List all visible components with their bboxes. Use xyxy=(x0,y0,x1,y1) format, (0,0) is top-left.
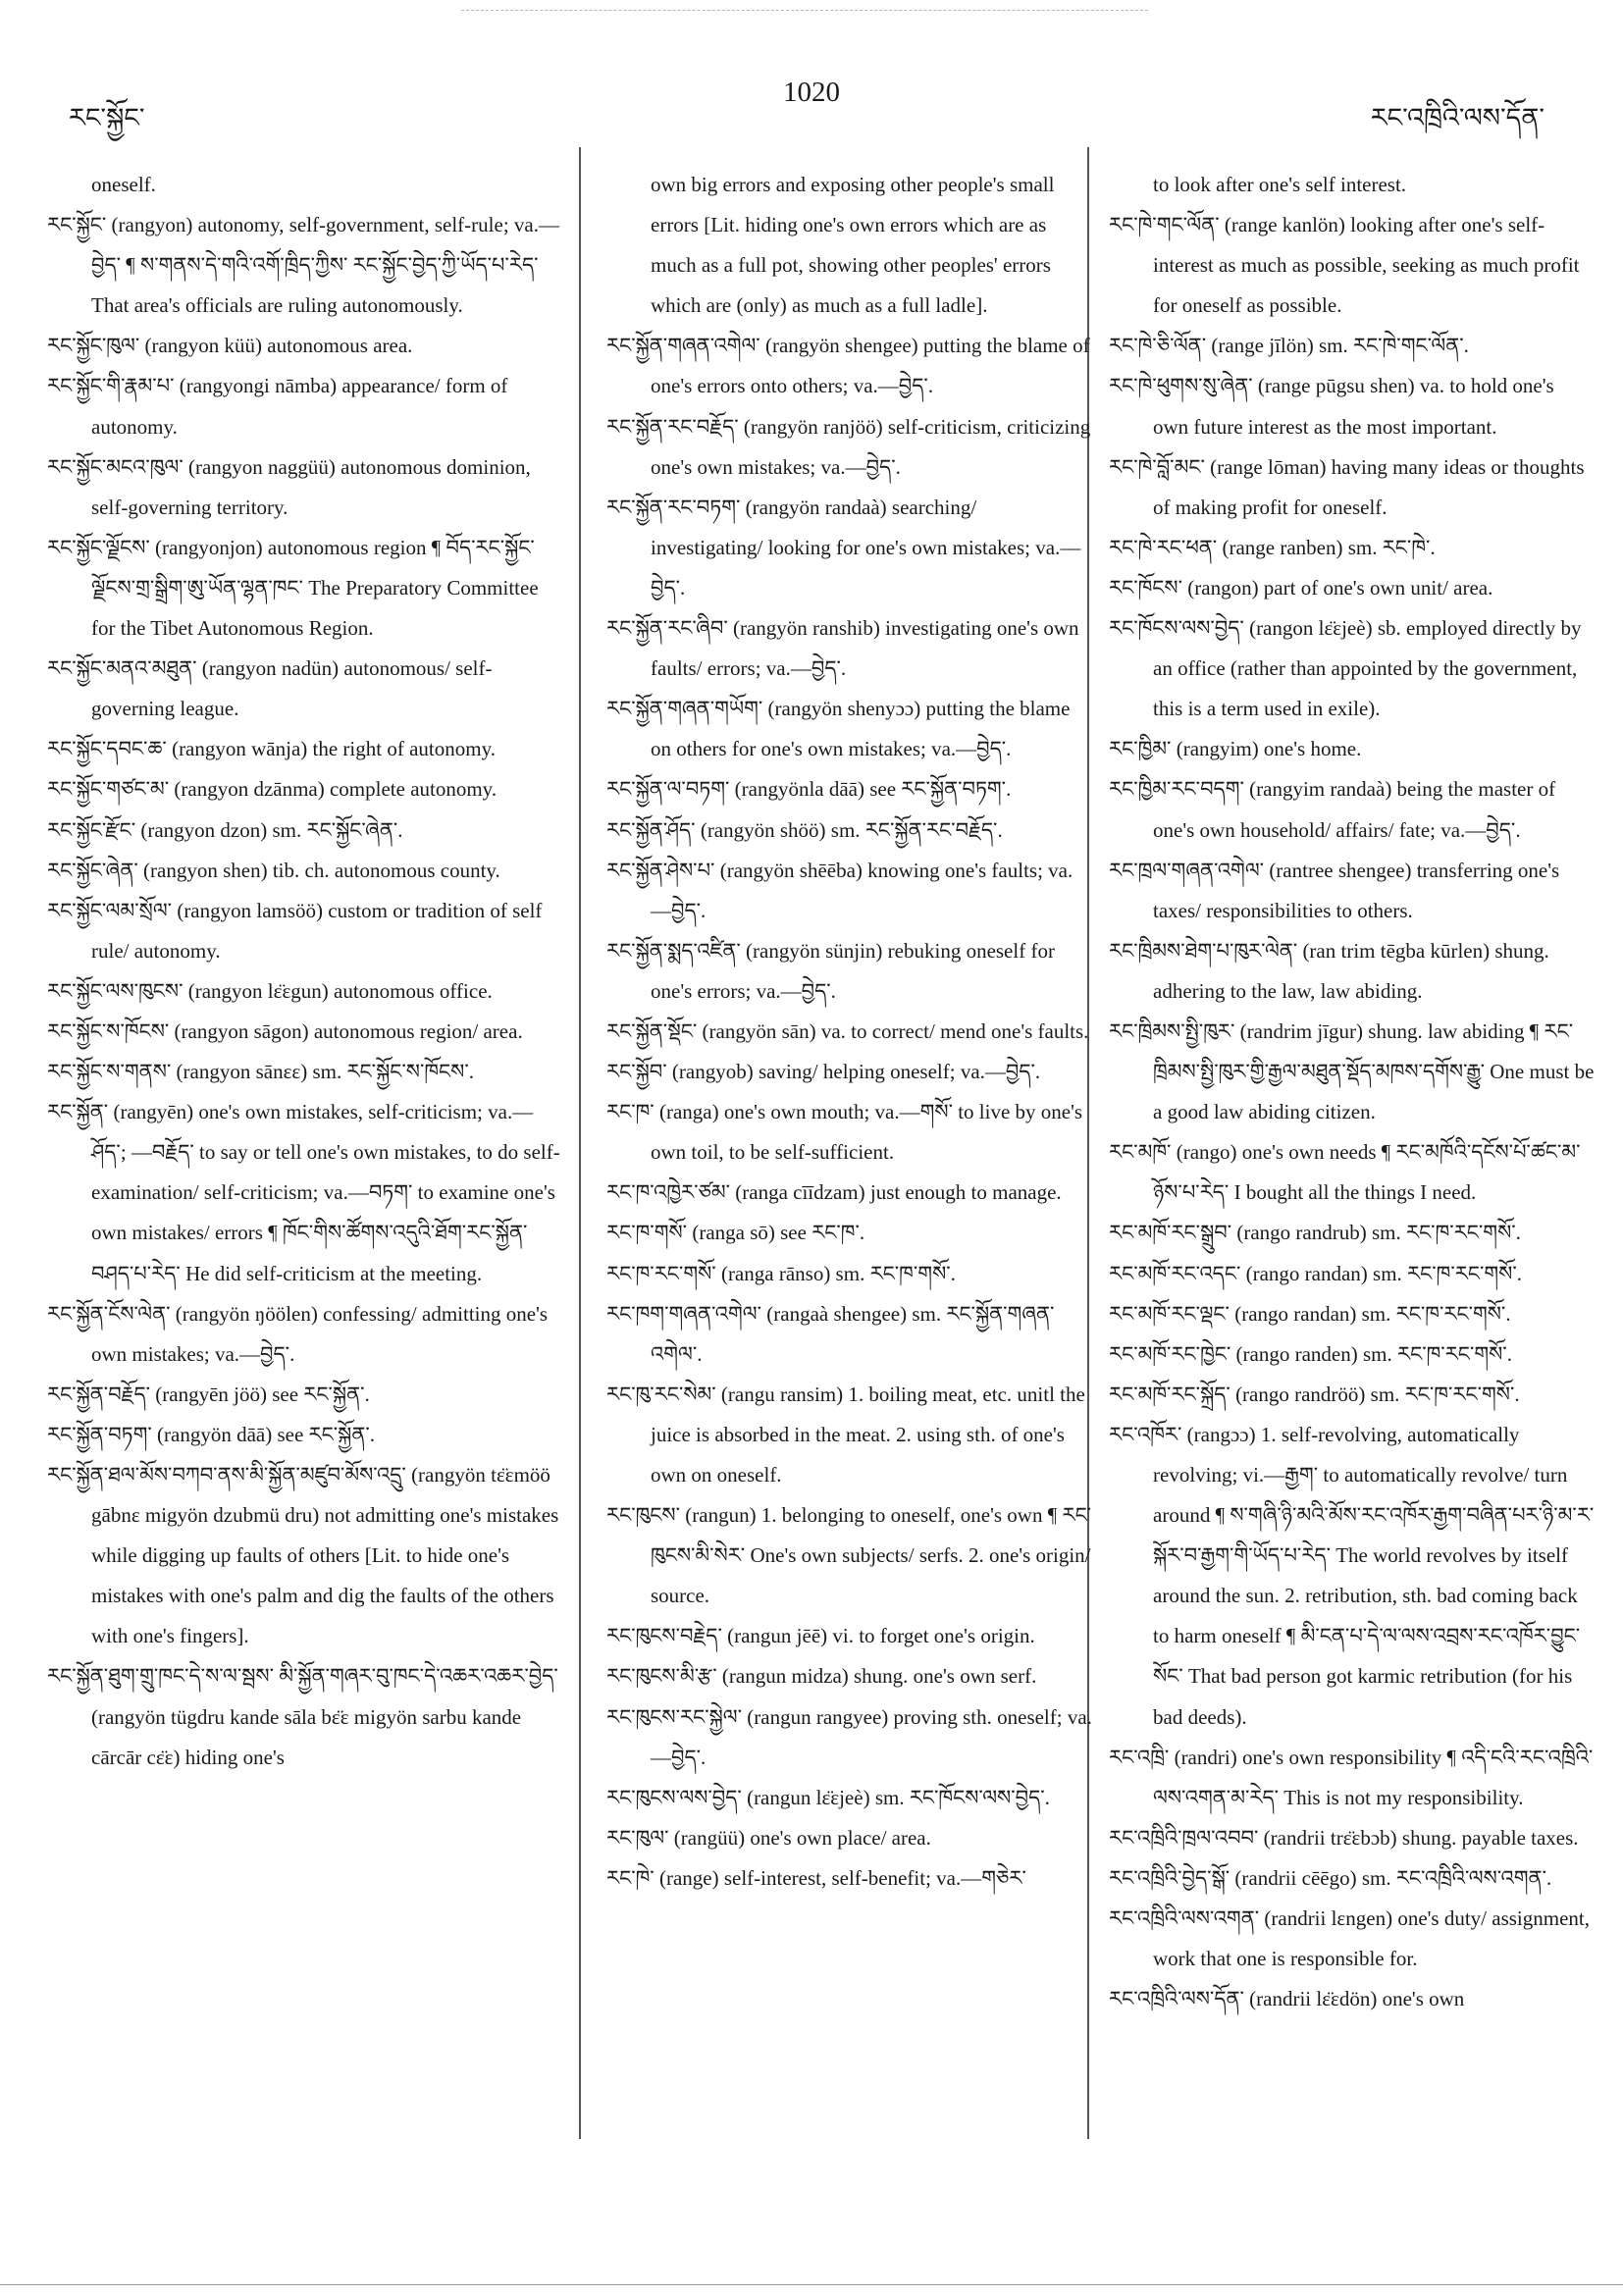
scan-bottom-edge xyxy=(0,2284,1623,2285)
dictionary-entry: རང་སྐྱོང་ཁུལ་ (rangyon küü) autonomous area. xyxy=(47,334,413,358)
dictionary-entry: རང་སྐྱོན་ཤོད་ (rangyön shöö) sm. རང་སྐྱོན་རང་བརྗོད་. xyxy=(606,817,1003,842)
dictionary-entry: རང་འཁྲིའི་བྱེད་སྒོ་ (randrii cēēgo) sm. རང་འཁྲིའི་ལས་འགན་. xyxy=(1109,1865,1552,1890)
dictionary-entry: རང་སྐྱོན་བཏག་ (rangyön dāā) see རང་སྐྱོན་. xyxy=(47,1422,375,1446)
dictionary-entry: རང་ཁག་གཞན་འགེལ་ (rangaà shengee) sm. རང་སྐྱོན་གཞན་འགེལ་. xyxy=(606,1301,1055,1366)
dictionary-entry: རང་ཁུ་རང་སེམ་ (rangu ransim) 1. boiling meat, etc. unitl the juice is absorbed in the meat. 2. using sth. of one's own on oneself. xyxy=(606,1382,1085,1487)
dictionary-entry: རང་སྐྱོན་ངོས་ལེན་ (rangyön ŋöölen) confessing/ admitting one's own mistakes; va.—བྱེད་. xyxy=(47,1301,549,1366)
running-header-left: རང་སྐྱོང་ xyxy=(69,103,145,132)
dictionary-entry: རང་སྐྱོབ་ (rangyob) saving/ helping oneself; va.—བྱེད་. xyxy=(606,1060,1041,1084)
dictionary-entry: རང་སྐྱོང་ (rangyon) autonomy, self-government, self-rule; va.—བྱེད་ ¶ ས་གནས་དེ་གའི་འགོ་ཁྲིད་ཀྱིས་ རང་སྐྱོང་བྱེད་ཀྱི་ཡོད་པ་རེད་ That area's officials are ruling autonomously. xyxy=(47,213,559,318)
dictionary-entry: རང་སྐྱོང་ས་ཁོངས་ (rangyon sāgon) autonomous region/ area. xyxy=(47,1018,523,1043)
dictionary-entry: རང་མཁོ་རང་སྐྲོད་ (rango randröö) sm. རང་ཁ་རང་གསོ་. xyxy=(1109,1382,1520,1406)
dictionary-column-3 xyxy=(1109,165,1595,2019)
dictionary-entry: རང་མཁོ་རང་སྒྲུབ་ (rango randrub) sm. རང་ཁ་རང་གསོ་. xyxy=(1109,1221,1521,1245)
dictionary-entry: རང་སྐྱོང་ཞེན་ (rangyon shen) tib. ch. autonomous county. xyxy=(47,858,500,882)
dictionary-entry: རང་ཁྲིམས་སྤྱི་ཁུར་ (randrim jīgur) shung. law abiding ¶ རང་ཁྲིམས་སྤྱི་ཁུར་གྱི་རྒྱལ་མཐུན་སྡོད་མཁས་དགོས་རྒྱུ་ One must be a good law abiding citizen. xyxy=(1109,1018,1595,1124)
dictionary-entry: རང་ཁེ་ཕུགས་སུ་ཞེན་ (range pūgsu shen) va. to hold one's own future interest as the most important. xyxy=(1109,374,1554,439)
dictionary-entry: རང་སྐྱོན་རང་ཞིབ་ (rangyön ranshib) investigating one's own faults/ errors; va.—བྱེད་. xyxy=(606,616,1079,681)
dictionary-entry: རང་ཁ་གསོ་ (ranga sō) see རང་ཁ་. xyxy=(606,1221,865,1245)
dictionary-entry: རང་ཁ་ (ranga) one's own mouth; va.—གསོ་ to live by one's own toil, to be self-sufficient. xyxy=(606,1100,1083,1165)
dictionary-entry: རང་ཁ་རང་གསོ་ (ranga rānso) sm. རང་ཁ་གསོ་. xyxy=(606,1261,956,1285)
dictionary-entry: རང་ཁུངས་ (rangun) 1. belonging to oneself, one's own ¶ རང་ཁུངས་མི་སེར་ One's own subjects/ serfs. 2. one's origin/ source. xyxy=(606,1503,1092,1608)
dictionary-entry: རང་སྐྱོང་གི་རྣམ་པ་ (rangyongi nāmba) appearance/ form of autonomy. xyxy=(47,374,508,439)
dictionary-entry: རང་སྐྱོན་རང་བརྗོད་ (rangyön ranjöö) self-criticism, criticizing one's own mistakes; va.—བྱེད་. xyxy=(606,414,1091,479)
dictionary-entry: རང་ཁྲིམས་ཐེག་པ་ཁུར་ལེན་ (ran trim tēgba kūrlen) shung. adhering to the law, law abiding. xyxy=(1109,938,1549,1003)
dictionary-entry: རང་ཁྱིམ་ (rangyim) one's home. xyxy=(1109,737,1362,761)
dictionary-entry: རང་ཁེ་བློ་མང་ (range lōman) having many ideas or thoughts of making profit for oneself. xyxy=(1109,454,1585,519)
dictionary-entry: རང་སྐྱོང་ལས་ཁུངས་ (rangyon lɛ̈ɛgun) autonomous office. xyxy=(47,978,493,1003)
dictionary-entry: རང་སྐྱོན་སྨད་འཛིན་ (rangyön sünjin) rebuking oneself for one's errors; va.—བྱེད་. xyxy=(606,938,1055,1003)
dictionary-entry: རང་ཁེ་ (range) self-interest, self-benefit; va.—གཅེར་ xyxy=(606,1865,1026,1890)
dictionary-entry: རང་སྐྱོང་ལྗོངས་ (rangyonjon) autonomous region ¶ བོད་རང་སྐྱོང་ལྗོངས་གྲ་སྒྲིག་ཨུ་ཡོན་ལྷན་ཁང་ The Preparatory Committee for the Tibet Autonomous Region. xyxy=(47,535,539,641)
dictionary-entry: རང་སྐྱོན་རང་བཏག་ (rangyön randaà) searching/ investigating/ looking for one's own mistakes; va.—བྱེད་. xyxy=(606,495,1081,600)
dictionary-entry: རང་ཁུལ་ (rangüü) one's own place/ area. xyxy=(606,1825,931,1850)
dictionary-entry: རང་འཁྲིའི་ལས་དོན་ (randrii lɛ̈ɛdön) one's own xyxy=(1109,1987,1465,2011)
dictionary-entry: རང་སྐྱོན་ (rangyēn) one's own mistakes, self-criticism; va.—ཤོད་; —བརྗོད་ to say or tell one's own mistakes, to do self-examination/ self-criticism; va.—བཏག་ to examine one's own mistakes/ errors ¶ ཁོང་གིས་ཚོགས་འདུའི་ཐོག་རང་སྐྱོན་བཤད་པ་རེད་ He did self-criticism at the meeting. xyxy=(47,1100,560,1285)
dictionary-entry: རང་སྐྱོང་མནའ་མཐུན་ (rangyon nadün) autonomous/ self-governing league. xyxy=(47,656,493,721)
dictionary-column-1 xyxy=(47,165,562,1778)
dictionary-entry: རང་འཁྲི་ (randri) one's own responsibility ¶ འདི་ངའི་རང་འཁྲིའི་ལས་འགན་མ་རེད་ This is not my responsibility. xyxy=(1109,1745,1594,1809)
running-header-right: རང་འཁྲིའི་ལས་དོན་ xyxy=(1370,103,1544,132)
dictionary-entry: རང་སྐྱོན་ཐལ་མོས་བཀབ་ནས་མི་སྐྱོན་མཛུབ་མོས་འདྲུ་ (rangyön tɛ̈ɛmöö gābnɛ migyön dzubmü dru) not admitting one's mistakes while digging up faults of others [Lit. to hide one's mistakes with one's palm and dig the faults of the others with one's fingers]. xyxy=(47,1463,559,1648)
dictionary-entry: རང་ཁྲལ་གཞན་འགེལ་ (rantree shengee) transferring one's taxes/ responsibilities to others. xyxy=(1109,858,1560,922)
entry-continuation: own big errors and exposing other people's small errors [Lit. hiding one's own errors which are as much as a full pot, showing other peoples' errors which are (only) as much as a full ladle]. xyxy=(651,173,1055,318)
dictionary-entry: རང་ཁེ་གང་ལོན་ (range kanlön) looking after one's self-interest as much as possible, seeking as much profit for oneself as possible. xyxy=(1109,213,1580,318)
dictionary-entry: རང་སྐྱོང་དབང་ཆ་ (rangyon wānja) the right of autonomy. xyxy=(47,737,496,761)
dictionary-entry: རང་མཁོ་རང་འདང་ (rango randan) sm. རང་ཁ་རང་གསོ་. xyxy=(1109,1261,1522,1285)
dictionary-entry: རང་མཁོ་རང་ཁྱེང་ (rango randen) sm. རང་ཁ་རང་གསོ་. xyxy=(1109,1341,1512,1366)
dictionary-entry: རང་སྐྱོན་གཞན་གཡོག་ (rangyön shenyɔɔ) putting the blame on others for one's own mistakes; va.—བྱེད་. xyxy=(606,697,1071,761)
dictionary-entry: རང་སྐྱོན་ཐུག་གྲུ་ཁང་དེ་ས་ལ་སྦས་ མི་སྐྱོན་གཞར་བུ་ཁང་དེ་འཆར་འཆར་བྱེད་ (rangyön tügdru kande sāla bɛ̈ɛ migyön sarbu kande cārcār cɛ̈ɛ) hiding one's xyxy=(47,1664,558,1769)
dictionary-entry: རང་ཁ་འཁྱེར་ཙམ་ (ranga cīīdzam) just enough to manage. xyxy=(606,1180,1062,1205)
dictionary-entry: རང་འཁྲིའི་ཁྲལ་འབབ་ (randrii trɛ̈ɛbɔb) shung. payable taxes. xyxy=(1109,1825,1579,1850)
dictionary-entry: རང་ཁེ་ཅི་ལོན་ (range jīlön) sm. རང་ཁེ་གང་ལོན་. xyxy=(1109,334,1469,358)
dictionary-entry: རང་ཁུངས་རང་སྐྱེལ་ (rangun rangyee) proving sth. oneself; va.—བྱེད་. xyxy=(606,1704,1092,1769)
dictionary-entry: རང་སྐྱོང་རྫོང་ (rangyon dzon) sm. རང་སྐྱོང་ཞེན་. xyxy=(47,817,403,842)
dictionary-entry: རང་སྐྱོང་ས་གནས་ (rangyon sānɛɛ) sm. རང་སྐྱོང་ས་ཁོངས་. xyxy=(47,1060,475,1084)
dictionary-entry: རང་འཁྲིའི་ལས་འགན་ (randrii lɛngen) one's duty/ assignment, work that one is responsible for. xyxy=(1109,1906,1591,1971)
entry-continuation: oneself. xyxy=(91,173,156,196)
dictionary-entry: རང་སྐྱོན་ཤེས་པ་ (rangyön shēēba) knowing one's faults; va.—བྱེད་. xyxy=(606,858,1073,922)
dictionary-entry: རང་སྐྱོང་མངའ་ཁུལ་ (rangyon naggüü) autonomous dominion, self-governing territory. xyxy=(47,454,531,519)
dictionary-entry: རང་སྐྱོན་སྡོང་ (rangyön sān) va. to correct/ mend one's faults. xyxy=(606,1018,1089,1043)
dictionary-entry: རང་སྐྱོང་གཙང་མ་ (rangyon dzānma) complete autonomy. xyxy=(47,777,497,802)
dictionary-entry: རང་ཁུངས་མི་རྩ་ (rangun midza) shung. one's own serf. xyxy=(606,1664,1037,1689)
dictionary-entry: རང་སྐྱོན་གཞན་འགེལ་ (rangyön shengee) putting the blame of one's errors onto others; va.—བྱེད་. xyxy=(606,334,1090,398)
dictionary-entry: རང་སྐྱོན་ལ་བཏག་ (rangyönla dāā) see རང་སྐྱོན་བཏག་. xyxy=(606,777,1012,802)
dictionary-entry: རང་ཁུངས་བརྗེད་ (rangun jēē) vi. to forget one's origin. xyxy=(606,1624,1035,1648)
dictionary-entry: རང་ཁྱིམ་རང་བདག་ (rangyim randaà) being the master of one's own household/ affairs/ fate; va.—བྱེད་. xyxy=(1109,777,1556,842)
entry-continuation: to look after one's self interest. xyxy=(1153,173,1407,196)
scan-top-edge xyxy=(461,10,1148,11)
dictionary-entry: རང་སྐྱོན་བརྗོད་ (rangyēn jöö) see རང་སྐྱོན་. xyxy=(47,1382,370,1406)
dictionary-entry: རང་ཁོངས་ལས་བྱེད་ (rangon lɛ̈ɛjeè) sb. employed directly by an office (rather than appointed by the government, this is a term used in exile). xyxy=(1109,616,1582,721)
dictionary-entry: རང་མཁོ་རང་ལྡང་ (rango randan) sm. རང་ཁ་རང་གསོ་. xyxy=(1109,1301,1511,1326)
dictionary-entry: རང་ཁོངས་ (rangon) part of one's own unit/ area. xyxy=(1109,575,1493,600)
page-number: 1020 xyxy=(783,77,840,108)
column-divider-left xyxy=(579,147,581,2139)
dictionary-entry: རང་མཁོ་ (rango) one's own needs ¶ རང་མཁོའི་དངོས་པོ་ཚང་མ་ཉོས་པ་རེད་ I bought all the things I need. xyxy=(1109,1140,1581,1205)
dictionary-entry: རང་སྐྱོང་ལམ་སྲོལ་ (rangyon lamsöö) custom or tradition of self rule/ autonomy. xyxy=(47,898,543,963)
dictionary-entry: རང་ཁུངས་ལས་བྱེད་ (rangun lɛ̈ɛjeè) sm. རང་ཁོངས་ལས་བྱེད་. xyxy=(606,1785,1050,1809)
dictionary-entry: རང་ཁེ་རང་ཕན་ (range ranben) sm. རང་ཁེ་. xyxy=(1109,535,1436,559)
dictionary-entry: རང་འཁོར་ (rangɔɔ) 1. self-revolving, automatically revolving; vi.—རྒྱག་ to automatically revolve/ turn around ¶ ས་གཞི་ཉི་མའི་མོས་རང་འཁོར་རྒྱག་བཞིན་པར་ཉི་མ་ར་སྐོར་བ་རྒྱག་གི་ཡོད་པ་རེད་ The world revolves by itself around the sun. 2. retribution, sth. bad coming back to harm oneself ¶ མི་ངན་པ་དེ་ལ་ལས་འབྲས་རང་འཁོར་བྱུང་སོང་ That bad person got karmic retribution (for his bad deeds). xyxy=(1109,1422,1595,1729)
dictionary-column-2 xyxy=(606,165,1092,1899)
